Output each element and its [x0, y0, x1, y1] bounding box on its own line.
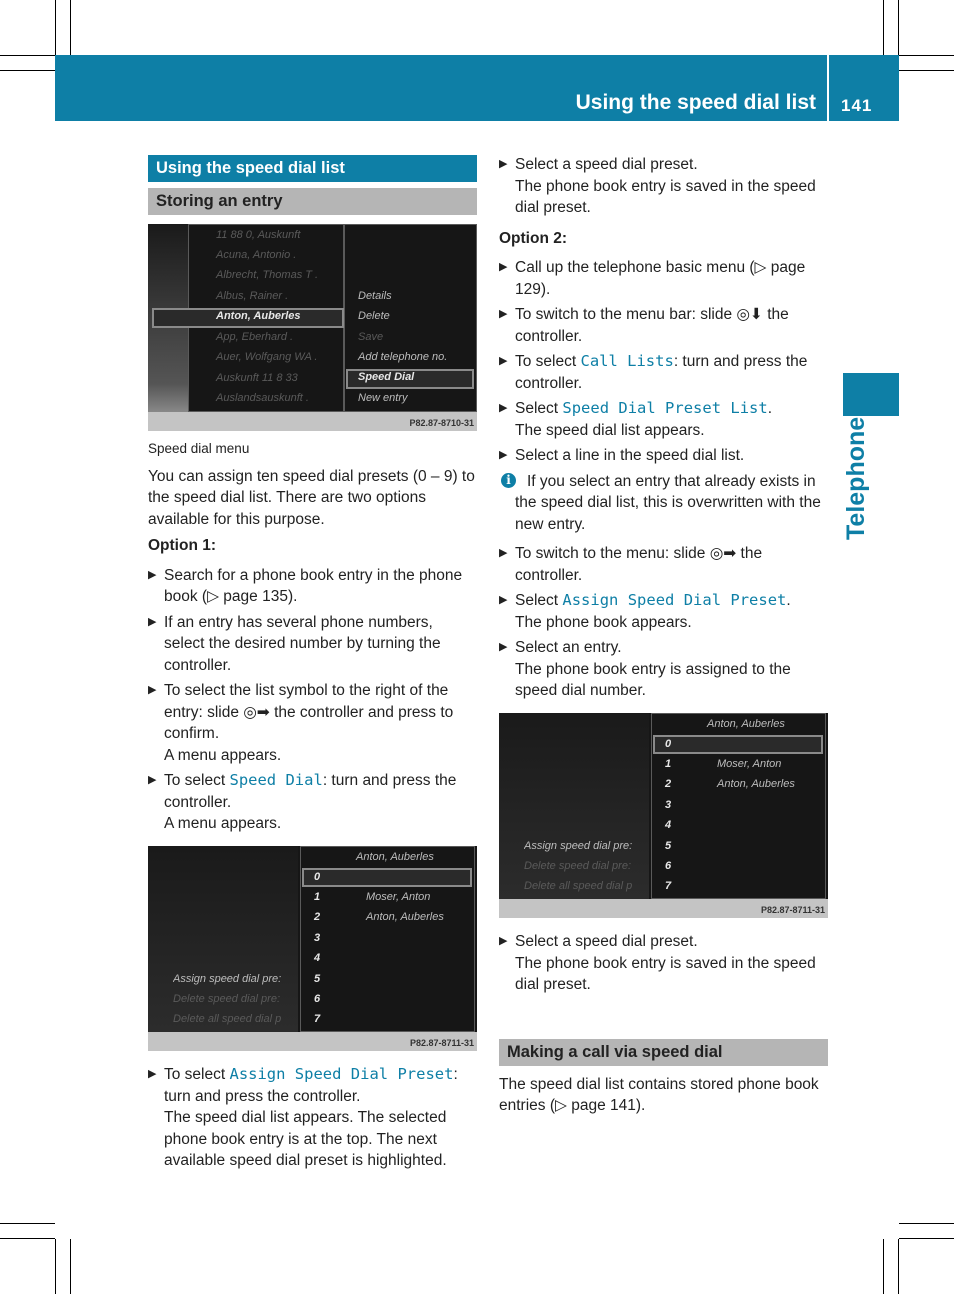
bullet-arrow-icon: ▶ — [499, 641, 508, 653]
left-column-bottom — [148, 1064, 477, 1172]
right-column — [499, 154, 828, 702]
slot-number: 3 — [314, 932, 321, 944]
header-divider — [827, 55, 829, 121]
crop-mark — [899, 70, 954, 71]
menu-term: Assign Speed Dial Preset — [562, 591, 787, 609]
bullet-arrow-icon: ▶ — [499, 547, 508, 559]
crop-mark — [0, 1223, 55, 1224]
crop-mark — [70, 1239, 71, 1294]
slot-number: 4 — [665, 819, 672, 831]
bullet-arrow-icon: ▶ — [499, 594, 508, 606]
menu-item: Details — [358, 290, 392, 302]
bullet-arrow-icon: ▶ — [499, 355, 508, 367]
slot-entry: Anton, Auberles — [366, 911, 444, 923]
info-note: i If you select an entry that already exists in the speed dial list, this is overwritten with the new entry. — [499, 471, 828, 536]
menu-item: Speed Dial — [358, 371, 415, 383]
menu-item: Assign speed dial pre: — [524, 840, 633, 852]
list-entry: Auer, Wolfgang WA . — [216, 351, 318, 363]
crop-mark — [899, 1223, 954, 1224]
left-column — [148, 155, 477, 215]
screenshot-speed-dial-menu — [148, 224, 477, 431]
info-icon: i — [501, 473, 516, 488]
instruction-step: ▶ Select a speed dial preset. The phone book entry is saved in the speed dial preset. — [499, 933, 816, 993]
highlighted-slot — [302, 868, 472, 887]
crop-mark — [0, 70, 55, 71]
bullet-arrow-icon: ▶ — [499, 261, 508, 273]
instruction-step: ▶ Select an entry. The phone book entry is assigned to the speed dial number. — [499, 639, 791, 699]
page-number: 141 — [841, 96, 873, 115]
list-entry: App, Eberhard . — [216, 331, 294, 343]
menu-term: Assign Speed Dial Preset — [229, 1065, 454, 1083]
crop-mark — [55, 1239, 56, 1294]
slot-number: 5 — [665, 840, 672, 852]
bullet-arrow-icon: ▶ — [499, 158, 508, 170]
page-header-title: Using the speed dial list — [575, 91, 816, 114]
figure-code: P82.87-8711-31 — [760, 905, 825, 915]
bullet-arrow-icon: ▶ — [499, 402, 508, 414]
menu-item: Delete all speed dial p — [173, 1013, 282, 1025]
slot-number: 0 — [665, 738, 672, 750]
slot-number: 6 — [314, 993, 321, 1005]
menu-item: Delete speed dial pre: — [173, 993, 281, 1005]
instruction-step: ▶ To switch to the menu: slide ◎➡ the controller. — [499, 545, 763, 584]
instruction-step: ▶ To select Assign Speed Dial Preset: turn and press the controller. The speed dial list appears. The selected phone book entry is at the top. The next available speed dial preset is highlighted. — [148, 1065, 458, 1169]
menu-item: Delete — [358, 310, 390, 322]
section-title-making-call: Making a call via speed dial — [499, 1039, 828, 1066]
slot-entry: Moser, Anton — [717, 758, 782, 770]
bullet-arrow-icon: ▶ — [148, 684, 157, 696]
crop-mark — [70, 0, 71, 55]
closing-paragraph: The speed dial list contains stored phone book entries (▷ page 141). — [499, 1075, 819, 1114]
menu-item: Delete speed dial pre: — [524, 860, 632, 872]
slot-number: 1 — [314, 891, 321, 903]
menu-item: Save — [358, 331, 384, 343]
menu-item: Delete all speed dial p — [524, 880, 633, 892]
crop-mark — [55, 0, 56, 55]
list-entry: Auslandsauskunft . — [216, 392, 309, 404]
slot-number: 2 — [665, 778, 672, 790]
instruction-step: ▶ To switch to the menu bar: slide ◎⬇ the controller. — [499, 306, 789, 345]
option-heading: Option 1: — [148, 537, 217, 554]
left-column-text — [148, 438, 477, 835]
crop-mark — [899, 55, 954, 56]
bullet-arrow-icon: ▶ — [499, 935, 508, 947]
menu-item: Assign speed dial pre: — [173, 973, 282, 985]
slot-entry: Anton, Auberles — [717, 778, 795, 790]
crop-mark — [0, 55, 55, 56]
bullet-arrow-icon: ▶ — [148, 774, 157, 786]
slot-entry: Moser, Anton — [366, 891, 431, 903]
list-entry: Acuna, Antonio . — [216, 249, 297, 261]
instruction-step: ▶ Select a line in the speed dial list. — [499, 445, 828, 467]
list-entry: Albrecht, Thomas T . — [216, 269, 319, 281]
instruction-step: ▶ To select Call Lists: turn and press the controller. — [499, 352, 808, 392]
list-entry: Albus, Rainer . — [216, 290, 289, 302]
instruction-step: ▶ To select Speed Dial: turn and press the controller. A menu appears. — [148, 771, 457, 832]
list-entry: Auskunft 11 8 33 — [216, 372, 298, 384]
crop-mark — [898, 1239, 899, 1294]
top-entry: Anton, Auberles — [356, 851, 434, 863]
top-entry: Anton, Auberles — [707, 718, 785, 730]
slot-number: 3 — [665, 799, 672, 811]
subsection-title: Storing an entry — [148, 188, 477, 215]
crop-mark — [883, 1239, 884, 1294]
instruction-step: ▶ Select Assign Speed Dial Preset. The phone book appears. — [499, 591, 791, 631]
bullet-arrow-icon: ▶ — [499, 308, 508, 320]
instruction-step: ▶ Call up the telephone basic menu (▷ page 129). — [499, 259, 806, 298]
slot-number: 2 — [314, 911, 321, 923]
screenshot-speed-dial-list-2 — [499, 713, 828, 918]
slot-number: 0 — [314, 871, 321, 883]
crop-mark — [898, 0, 899, 55]
crop-mark — [899, 1238, 954, 1239]
instruction-step: ▶ Select Speed Dial Preset List. The speed dial list appears. — [499, 399, 773, 439]
bullet-arrow-icon: ▶ — [148, 1068, 157, 1080]
screenshot-speed-dial-list — [148, 846, 477, 1051]
option-heading: Option 2: — [499, 229, 568, 247]
crop-mark — [883, 0, 884, 55]
list-entry: 11 88 0, Auskunft — [216, 229, 301, 241]
instruction-step: ▶ To select the list symbol to the right of the entry: slide ◎➡ the controller and press to confirm. A menu appears. — [148, 682, 454, 764]
menu-item: New entry — [358, 392, 408, 404]
instruction-step: ▶ Select a speed dial preset. The phone book entry is saved in the speed dial preset. — [499, 156, 816, 216]
slot-number: 1 — [665, 758, 672, 770]
highlighted-slot — [653, 735, 823, 754]
figure-caption: Speed dial menu — [148, 441, 250, 456]
slot-number: 6 — [665, 860, 672, 872]
slot-number: 7 — [665, 880, 672, 892]
crop-mark — [0, 1238, 55, 1239]
instruction-step: ▶ If an entry has several phone numbers, select the desired number by turning the controller. — [148, 613, 441, 674]
slot-number: 7 — [314, 1013, 321, 1025]
instruction-step: ▶ Search for a phone book entry in the phone book (▷ page 135). — [148, 566, 463, 605]
bullet-arrow-icon: ▶ — [148, 615, 157, 628]
menu-term: Call Lists — [580, 352, 674, 370]
figure-code: P82.87-8710-31 — [409, 418, 474, 428]
menu-term: Speed Dial Preset List — [562, 399, 768, 417]
menu-term: Speed Dial — [229, 771, 323, 789]
figure-code: P82.87-8711-31 — [409, 1038, 474, 1048]
section-title: Using the speed dial list — [148, 155, 477, 182]
menu-item: Add telephone no. — [358, 351, 448, 363]
bullet-arrow-icon: ▶ — [148, 568, 157, 581]
slot-number: 4 — [314, 952, 321, 964]
intro-paragraph: You can assign ten speed dial presets (0 – 9) to the speed dial list. There are two options available for this purpose. — [148, 467, 475, 528]
bullet-arrow-icon: ▶ — [499, 449, 508, 461]
slot-number: 5 — [314, 973, 321, 985]
list-entry: Anton, Auberles — [216, 310, 301, 322]
right-column-bottom — [499, 931, 828, 1117]
chapter-label: Telephone — [842, 416, 870, 540]
